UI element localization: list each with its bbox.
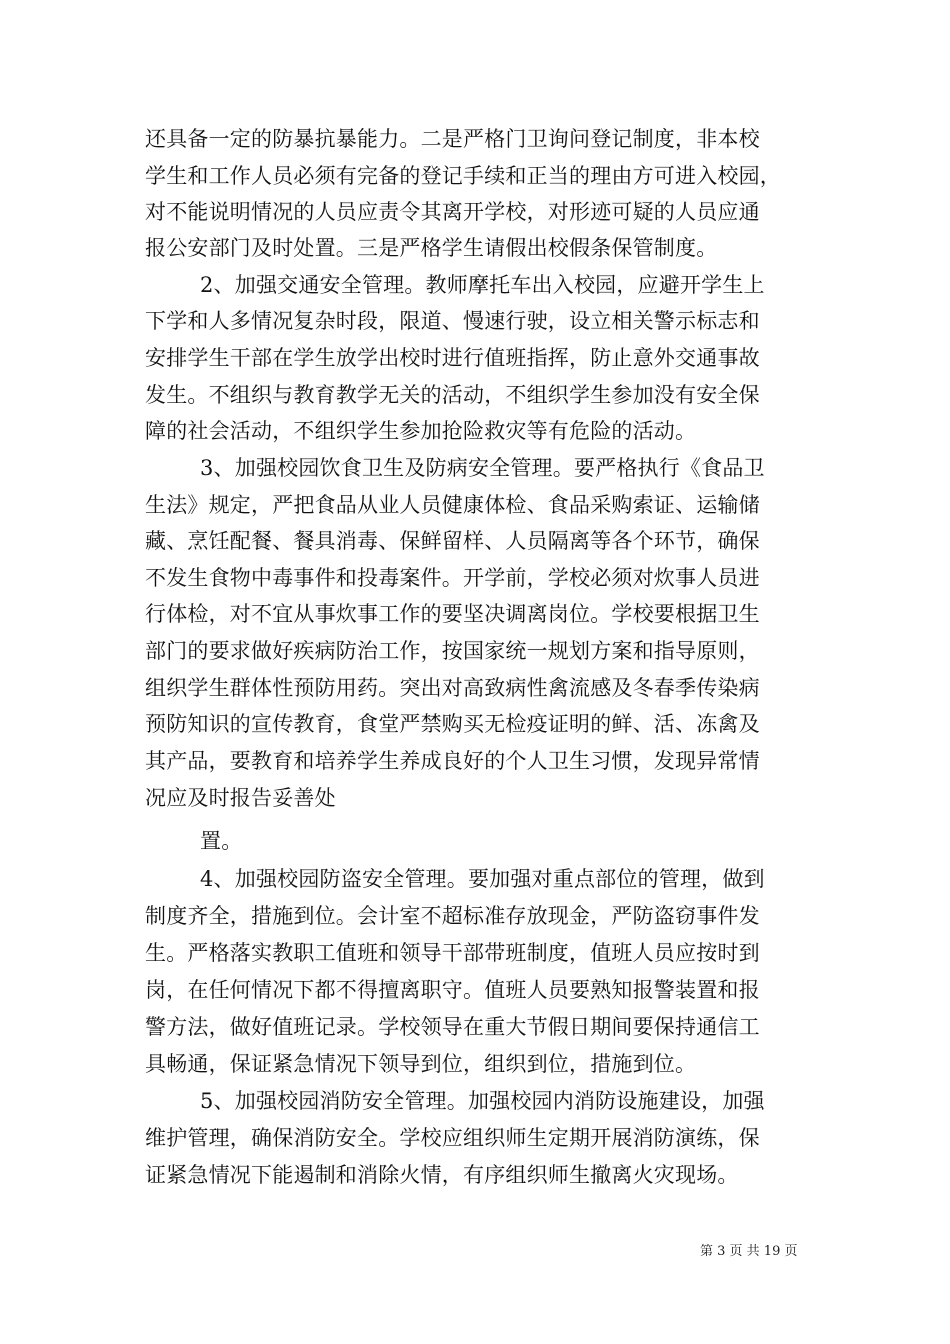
- text-line: 部门的要求做好疾病防治工作，按国家统一规划方案和指导原则，: [145, 639, 760, 663]
- text-line: 预防知识的宣传教育，食堂严禁购买无检疫证明的鲜、活、冻禽及: [145, 712, 760, 736]
- page-number-footer: 第 3 页 共 19 页: [700, 1244, 798, 1259]
- text-line: 发生。不组织与教育教学无关的活动，不组织学生参加没有安全保: [145, 383, 760, 407]
- text-line: 置。: [200, 829, 243, 853]
- text-line: 报公安部门及时处置。三是严格学生请假出校假条保管制度。: [145, 236, 718, 260]
- text-line: 3、加强校园饮食卫生及防病安全管理。要严格执行《食品卫: [200, 456, 765, 480]
- text-line: 维护管理，确保消防安全。学校应组织师生定期开展消防演练，保: [145, 1126, 760, 1150]
- text-line: 2、加强交通安全管理。教师摩托车出入校园，应避开学生上: [200, 273, 765, 297]
- text-line: 生法》规定，严把食品从业人员健康体检、食品采购索证、运输储: [145, 493, 760, 517]
- text-line: 还具备一定的防暴抗暴能力。二是严格门卫询问登记制度，非本校: [145, 127, 760, 151]
- text-line: 障的社会活动，不组织学生参加抢险救灾等有危险的活动。: [145, 419, 697, 443]
- text-line: 证紧急情况下能遏制和消除火情，有序组织师生撤离火灾现场。: [145, 1163, 739, 1187]
- text-line: 具畅通，保证紧急情况下领导到位，组织到位，措施到位。: [145, 1052, 697, 1076]
- text-line: 岗，在任何情况下都不得擅离职守。值班人员要熟知报警装置和报: [145, 978, 760, 1002]
- text-line: 警方法，做好值班记录。学校领导在重大节假日期间要保持通信工: [145, 1015, 760, 1039]
- text-line: 生。严格落实教职工值班和领导干部带班制度，值班人员应按时到: [145, 941, 760, 965]
- text-line: 5、加强校园消防安全管理。加强校园内消防设施建设，加强: [200, 1089, 765, 1113]
- text-line: 制度齐全，措施到位。会计室不超标准存放现金，严防盗窃事件发: [145, 904, 760, 928]
- text-line: 行体检，对不宜从事炊事工作的要坚决调离岗位。学校要根据卫生: [145, 602, 760, 626]
- text-line: 安排学生干部在学生放学出校时进行值班指挥，防止意外交通事故: [145, 346, 760, 370]
- text-line: 对不能说明情况的人员应责令其离开学校，对形迹可疑的人员应通: [145, 200, 760, 224]
- text-line: 学生和工作人员必须有完备的登记手续和正当的理由方可进入校园，: [145, 164, 781, 188]
- text-line: 藏、烹饪配餐、餐具消毒、保鲜留样、人员隔离等各个环节，确保: [145, 529, 760, 553]
- text-line: 组织学生群体性预防用药。突出对高致病性禽流感及冬春季传染病: [145, 676, 760, 700]
- text-line: 下学和人多情况复杂时段，限道、慢速行驶，设立相关警示标志和: [145, 309, 760, 333]
- text-line: 不发生食物中毒事件和投毒案件。开学前，学校必须对炊事人员进: [145, 566, 760, 590]
- text-line: 4、加强校园防盗安全管理。要加强对重点部位的管理，做到: [200, 867, 765, 891]
- text-line: 其产品，要教育和培养学生养成良好的个人卫生习惯，发现异常情: [145, 749, 760, 773]
- text-line: 况应及时报告妥善处: [145, 786, 336, 810]
